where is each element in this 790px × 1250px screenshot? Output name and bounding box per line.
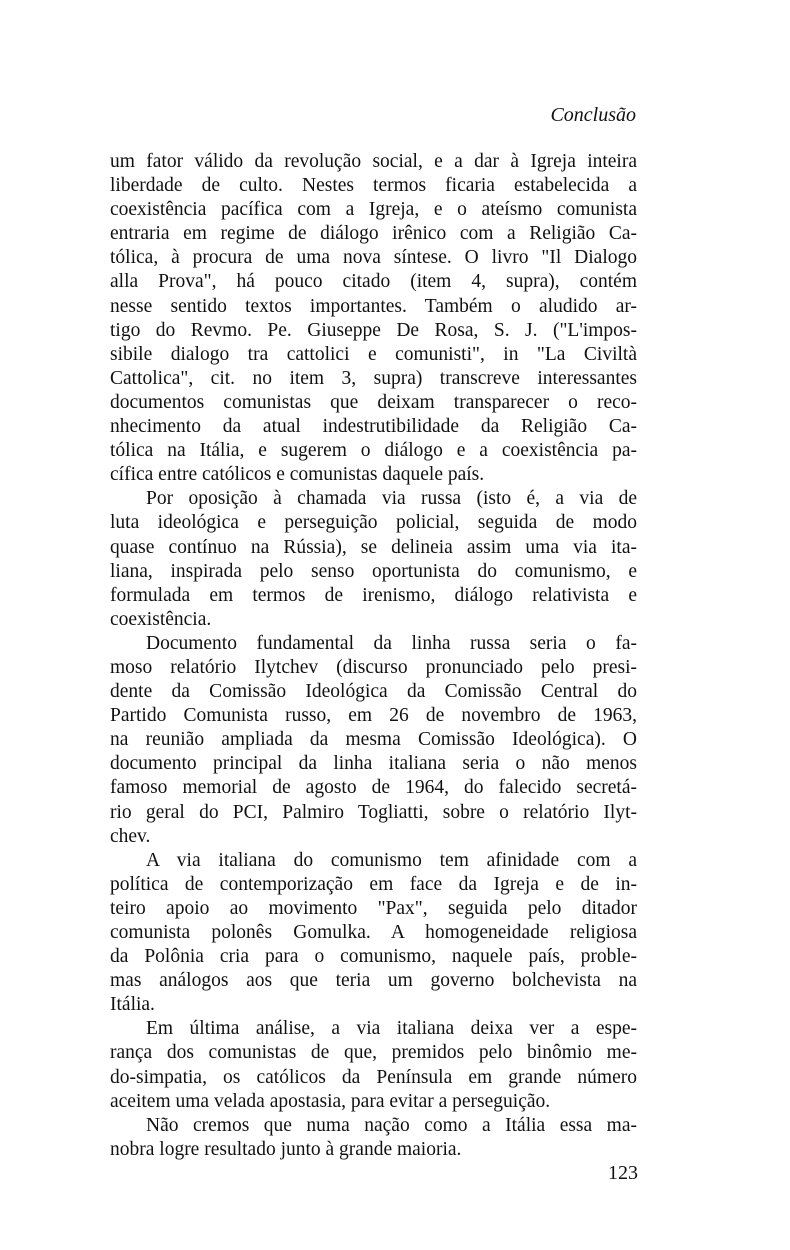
text-line: nhecimento da atual indestrutibilidade da Religião Ca- xyxy=(110,416,637,438)
text-line: Por oposição à chamada via russa (isto é, a via de xyxy=(146,488,637,510)
text-line: coexistência pacífica com a Igreja, e o ateísmo comunista xyxy=(110,199,637,221)
text-line: tólica na Itália, e sugerem o diálogo e a coexistência pa- xyxy=(110,440,637,462)
paragraph-4 xyxy=(110,849,637,1018)
text-line: Itália. xyxy=(110,994,155,1016)
text-line: A via italiana do comunismo tem afinidade com a xyxy=(146,849,637,871)
text-line: rança dos comunistas de que, premidos pelo binômio me- xyxy=(110,1042,637,1064)
text-line: famoso memorial de agosto de 1964, do falecido secretá- xyxy=(110,777,637,799)
paragraph-5 xyxy=(110,1017,637,1113)
text-line: tigo do Revmo. Pe. Giuseppe De Rosa, S. J. ("L'impos- xyxy=(110,319,637,341)
text-line: nobra logre resultado junto à grande maioria. xyxy=(110,1138,462,1160)
text-line: um fator válido da revolução social, e a dar à Igreja inteira xyxy=(110,151,637,172)
text-line: quase contínuo na Rússia), se delineia assim uma via ita- xyxy=(110,536,637,558)
text-line: aceitem uma velada apostasia, para evitar a perseguição. xyxy=(110,1090,551,1112)
text-line: tólica, à procura de uma nova síntese. O livro "Il Dialogo xyxy=(110,247,637,269)
page-number: 123 xyxy=(608,1162,638,1184)
text-line: na reunião ampliada da mesma Comissão Ideológica). O xyxy=(110,729,637,751)
paragraph-1 xyxy=(110,150,637,487)
text-line: sibile dialogo tra cattolici e comunisti", in "La Civiltà xyxy=(110,343,637,365)
text-line: luta ideológica e perseguição policial, seguida de modo xyxy=(110,512,637,534)
text-line: nesse sentido textos importantes. Também o aludido ar- xyxy=(110,295,637,317)
running-header: Conclusão xyxy=(550,104,636,126)
text-line: documentos comunistas que deixam transparecer o reco- xyxy=(110,391,637,413)
text-line: Não cremos que numa nação como a Itália essa ma- xyxy=(146,1114,637,1136)
text-line: Documento fundamental da linha russa seria o fa- xyxy=(146,632,637,654)
text-line: moso relatório Ilytchev (discurso pronunciado pelo presi- xyxy=(110,656,637,678)
text-line: entraria em regime de diálogo irênico com a Religião Ca- xyxy=(110,223,637,245)
text-line: política de contemporização em face da Igreja e de in- xyxy=(110,873,637,895)
text-line: teiro apoio ao movimento "Pax", seguida pelo ditador xyxy=(110,897,637,919)
paragraph-6 xyxy=(110,1114,637,1162)
text-line: documento principal da linha italiana seria o não menos xyxy=(110,753,637,775)
text-line: da Polônia cria para o comunismo, naquele país, proble- xyxy=(110,946,637,968)
text-line: cífica entre católicos e comunistas daquele país. xyxy=(110,464,485,486)
text-line: Em última análise, a via italiana deixa ver a espe- xyxy=(146,1018,637,1040)
text-line: liberdade de culto. Nestes termos ficaria estabelecida a xyxy=(110,175,637,197)
text-line: formulada em termos de irenismo, diálogo relativista e xyxy=(110,584,637,606)
paragraph-2 xyxy=(110,487,637,632)
paragraph-3 xyxy=(110,632,637,849)
text-line: dente da Comissão Ideológica da Comissão Central do xyxy=(110,681,637,703)
text-line: Partido Comunista russo, em 26 de novembro de 1963, xyxy=(110,705,637,727)
text-line: alla Prova", há pouco citado (item 4, supra), contém xyxy=(110,271,637,293)
text-line: liana, inspirada pelo senso oportunista do comunismo, e xyxy=(110,560,637,582)
text-line: rio geral do PCI, Palmiro Togliatti, sobre o relatório Ilyt- xyxy=(110,801,637,823)
text-line: chev. xyxy=(110,825,151,847)
text-line: mas análogos aos que teria um governo bolchevista na xyxy=(110,970,637,992)
text-line: comunista polonês Gomulka. A homogeneidade religiosa xyxy=(110,922,637,943)
body-text xyxy=(110,150,637,1162)
text-line: do-simpatia, os católicos da Península em grande número xyxy=(110,1066,637,1088)
text-line: Cattolica", cit. no item 3, supra) transcreve interessantes xyxy=(110,367,637,389)
text-line: coexistência. xyxy=(110,608,212,630)
